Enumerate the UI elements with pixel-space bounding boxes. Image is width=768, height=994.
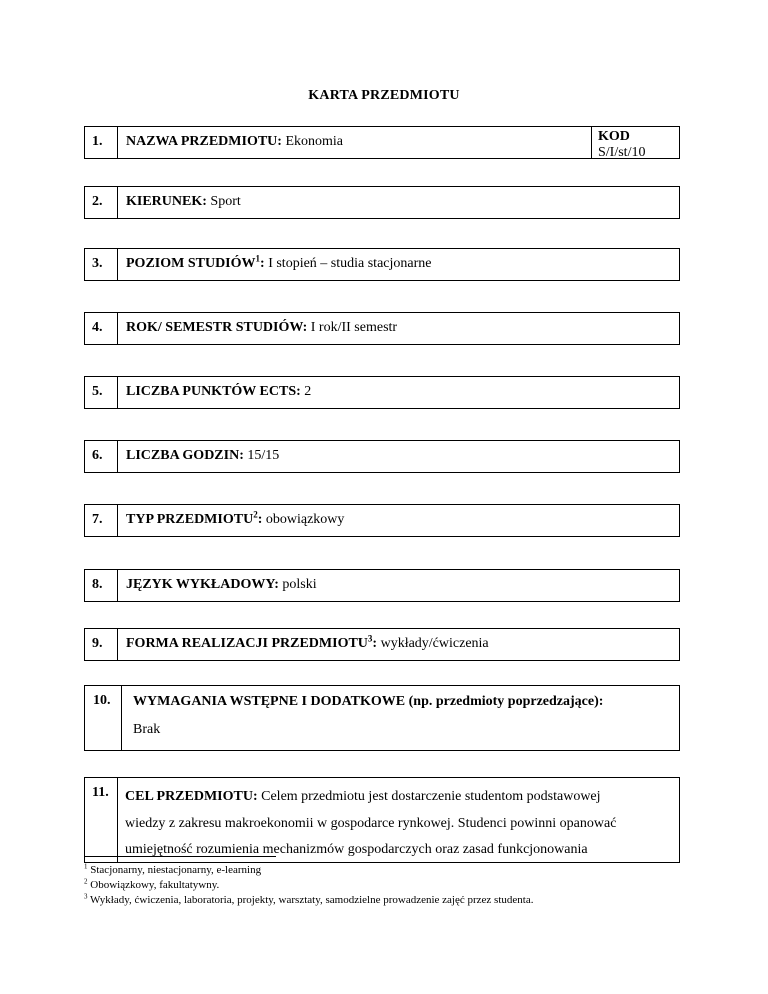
footnote-mark: 3 (84, 892, 88, 901)
row-delivery-form (84, 628, 680, 661)
row-value: 2 (300, 384, 312, 399)
footnote-text: Obowiązkowy, fakultatywny. (87, 879, 220, 891)
row-course-objective (84, 777, 680, 863)
row-label: LICZBA PUNKTÓW ECTS: (126, 384, 301, 399)
footnote (84, 879, 219, 891)
footnote-separator (84, 856, 276, 857)
row-value: Celem przedmiotu jest dostarczenie studentom podstawowej (257, 789, 601, 804)
row-value: polski (278, 577, 317, 592)
row-value: I stopień – studia stacjonarne (264, 256, 432, 271)
row-course-name (84, 126, 680, 159)
row-number: 10. (85, 686, 122, 750)
row-value: Sport (206, 194, 241, 209)
row-text (133, 694, 603, 710)
row-value: Brak (133, 722, 161, 737)
row-value: Ekonomia (281, 134, 344, 149)
row-text (126, 253, 432, 272)
row-number: 11. (85, 778, 118, 862)
row-number: 4. (85, 313, 118, 344)
row-value: 15/15 (243, 448, 280, 463)
row-label: WYMAGANIA WSTĘPNE I DODATKOWE (np. przedmioty poprzedzające): (133, 694, 604, 709)
row-prerequisites (84, 685, 680, 751)
code-label: KOD (598, 129, 630, 144)
footnote-mark: 2 (84, 877, 88, 886)
row-label-colon: : (372, 636, 378, 651)
code-cell (591, 127, 679, 158)
row-number: 9. (85, 629, 118, 660)
row-label: JĘZYK WYKŁADOWY: (126, 577, 279, 592)
row-value: wykłady/ćwiczenia (377, 636, 489, 651)
row-label: CEL PRZEDMIOTU: (125, 789, 258, 804)
row-label: KIERUNEK: (126, 194, 207, 209)
row-number: 7. (85, 505, 118, 536)
row-text (126, 577, 317, 593)
footnote-ref: 3 (367, 633, 373, 644)
row-text (125, 784, 675, 864)
row-text (126, 448, 279, 464)
row-number: 2. (85, 187, 118, 218)
row-text (126, 509, 345, 528)
row-label: TYP PRZEDMIOTU (126, 512, 254, 527)
row-label-colon: : (257, 512, 263, 527)
row-year-semester (84, 312, 680, 345)
footnote-ref: 2 (253, 509, 258, 520)
row-language (84, 569, 680, 602)
row-study-level (84, 248, 680, 281)
footnote-ref: 1 (255, 253, 261, 264)
row-number: 1. (85, 127, 118, 158)
page-title: KARTA PRZEDMIOTU (308, 88, 460, 103)
row-number: 5. (85, 377, 118, 408)
row-label: FORMA REALIZACJI PRZEDMIOTU (126, 636, 368, 651)
row-text (126, 384, 311, 400)
row-text (126, 194, 241, 210)
row-ects-points (84, 376, 680, 409)
row-label: POZIOM STUDIÓW (126, 256, 256, 271)
row-label: LICZBA GODZIN: (126, 448, 244, 463)
footnote-mark: 1 (84, 862, 88, 871)
row-course-type (84, 504, 680, 537)
footnote-text: Wykłady, ćwiczenia, laboratoria, projekty, warsztaty, samodzielne prowadzenie zajęć przez studenta. (87, 894, 534, 906)
code-value: S/I/st/10 (598, 145, 646, 160)
row-text (126, 320, 397, 336)
row-value: I rok/II semestr (307, 320, 398, 335)
row-field-of-study (84, 186, 680, 219)
row-number: 6. (85, 441, 118, 472)
row-label: ROK/ SEMESTR STUDIÓW: (126, 320, 308, 335)
row-text (126, 134, 343, 150)
row-number: 8. (85, 570, 118, 601)
row-text (126, 633, 489, 652)
row-value-line: wiedzy z zakresu makroekonomii w gospodarce rynkowej. Studenci powinni opanować (125, 815, 617, 831)
row-hours (84, 440, 680, 473)
footnote (84, 864, 261, 876)
footnote-text: Stacjonarny, niestacjonarny, e-learning (87, 864, 262, 876)
row-number: 3. (85, 249, 118, 280)
footnote (84, 894, 533, 906)
row-value: obowiązkowy (262, 512, 345, 527)
row-value-line: umiejętność rozumienia mechanizmów gospodarczych oraz zasad funkcjonowania (125, 842, 588, 857)
row-label: NAZWA PRZEDMIOTU: (126, 134, 282, 149)
row-label-colon: : (260, 256, 265, 271)
